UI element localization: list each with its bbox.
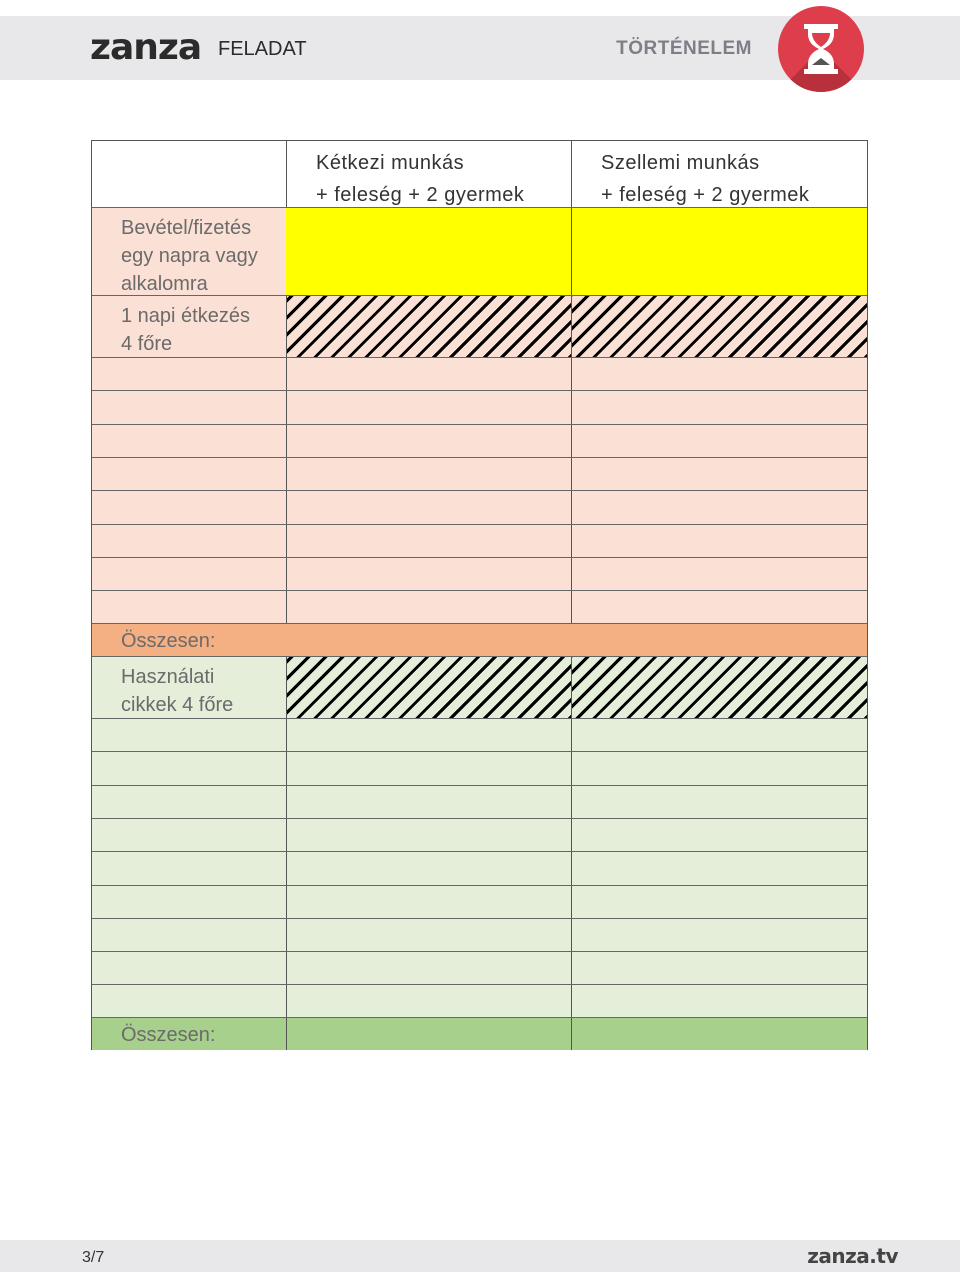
table-header-row (92, 141, 867, 207)
goods-item-intellectual[interactable] (571, 852, 867, 886)
food-item-name[interactable] (92, 525, 286, 558)
table-row (92, 785, 867, 819)
food-item-intellectual[interactable] (571, 591, 867, 624)
table-row (92, 357, 867, 391)
table-header-corner (92, 141, 286, 207)
goods-item-manual[interactable] (286, 819, 571, 852)
hatched-cell (286, 657, 571, 719)
row-label-goods: Használati cikkek 4 főre (121, 666, 234, 716)
income-input-intellectual[interactable] (571, 208, 867, 296)
food-item-name[interactable] (92, 358, 286, 391)
goods-item-intellectual[interactable] (571, 719, 867, 752)
zanza-logo[interactable]: zanza (90, 27, 202, 68)
food-item-manual[interactable] (286, 525, 571, 558)
table-row-goods-total (92, 1017, 867, 1050)
food-item-manual[interactable] (286, 458, 571, 491)
row-label-cell (92, 208, 286, 296)
row-label-food-total: Összesen: (121, 630, 216, 652)
food-item-name[interactable] (92, 558, 286, 591)
food-total-intellectual[interactable] (571, 624, 867, 657)
hatched-cell (571, 657, 867, 719)
subject-badge (778, 6, 864, 92)
feladat-label: FELADAT (218, 38, 307, 60)
goods-item-manual[interactable] (286, 952, 571, 985)
goods-item-manual[interactable] (286, 786, 571, 819)
comparison-table (91, 140, 868, 1050)
food-item-manual[interactable] (286, 491, 571, 525)
food-item-name[interactable] (92, 591, 286, 624)
goods-total-intellectual[interactable] (571, 1018, 867, 1050)
row-label-food: 1 napi étkezés 4 főre (121, 305, 250, 355)
food-total-manual[interactable] (286, 624, 571, 657)
table-row (92, 590, 867, 624)
food-item-name[interactable] (92, 458, 286, 491)
goods-item-intellectual[interactable] (571, 819, 867, 852)
goods-item-intellectual[interactable] (571, 952, 867, 985)
food-item-manual[interactable] (286, 591, 571, 624)
table-row (92, 918, 867, 952)
goods-item-manual[interactable] (286, 752, 571, 786)
goods-item-name[interactable] (92, 752, 286, 786)
table-row (92, 718, 867, 752)
goods-item-intellectual[interactable] (571, 886, 867, 919)
goods-item-manual[interactable] (286, 719, 571, 752)
table-row (92, 885, 867, 919)
table-row (92, 818, 867, 852)
table-header-cell (571, 141, 867, 207)
goods-item-name[interactable] (92, 819, 286, 852)
hourglass-icon (804, 24, 838, 74)
food-item-manual[interactable] (286, 425, 571, 458)
goods-item-intellectual[interactable] (571, 919, 867, 952)
goods-item-intellectual[interactable] (571, 985, 867, 1018)
subject-title: TÖRTÉNELEM (616, 38, 752, 59)
goods-item-name[interactable] (92, 886, 286, 919)
goods-item-manual[interactable] (286, 886, 571, 919)
goods-item-manual[interactable] (286, 919, 571, 952)
table-row-food-header (92, 295, 867, 358)
food-item-manual[interactable] (286, 391, 571, 425)
table-row (92, 751, 867, 786)
goods-item-intellectual[interactable] (571, 752, 867, 786)
row-label-cell (92, 296, 286, 358)
row-label-cell (92, 657, 286, 719)
row-label-income: Bevétel/fizetés egy napra vagy alkalomra (121, 217, 258, 295)
goods-item-name[interactable] (92, 852, 286, 886)
zanza-tv-logo[interactable]: zanza.tv (807, 1244, 898, 1268)
income-input-manual[interactable] (286, 208, 571, 296)
table-row (92, 424, 867, 458)
row-label-cell (92, 1018, 286, 1050)
column-header-manual-worker: Kétkezi munkás + feleség + 2 gyermek (316, 152, 525, 206)
food-item-name[interactable] (92, 391, 286, 425)
food-item-intellectual[interactable] (571, 425, 867, 458)
food-item-manual[interactable] (286, 358, 571, 391)
page-number: 3/7 (82, 1249, 105, 1266)
food-item-intellectual[interactable] (571, 491, 867, 525)
goods-item-intellectual[interactable] (571, 786, 867, 819)
goods-item-name[interactable] (92, 952, 286, 985)
food-item-intellectual[interactable] (571, 458, 867, 491)
goods-item-name[interactable] (92, 985, 286, 1018)
food-item-manual[interactable] (286, 558, 571, 591)
goods-item-manual[interactable] (286, 985, 571, 1018)
table-row (92, 457, 867, 491)
food-item-intellectual[interactable] (571, 558, 867, 591)
goods-total-manual[interactable] (286, 1018, 571, 1050)
table-header-cell (286, 141, 571, 207)
column-header-intellectual-worker: Szellemi munkás + feleség + 2 gyermek (601, 152, 810, 206)
table-row (92, 557, 867, 591)
hatched-cell (286, 296, 571, 358)
hatched-cell (571, 296, 867, 358)
food-item-name[interactable] (92, 491, 286, 525)
table-row (92, 984, 867, 1018)
table-row-food-total (92, 623, 867, 657)
row-label-cell (92, 624, 286, 657)
food-item-intellectual[interactable] (571, 358, 867, 391)
table-row (92, 490, 867, 525)
goods-item-name[interactable] (92, 919, 286, 952)
table-row (92, 524, 867, 558)
food-item-name[interactable] (92, 425, 286, 458)
table-row (92, 390, 867, 425)
goods-item-name[interactable] (92, 719, 286, 752)
table-row-goods-header (92, 656, 867, 719)
goods-item-name[interactable] (92, 786, 286, 819)
table-row (92, 951, 867, 985)
food-item-intellectual[interactable] (571, 525, 867, 558)
goods-item-manual[interactable] (286, 852, 571, 886)
row-label-goods-total: Összesen: (121, 1024, 216, 1046)
food-item-intellectual[interactable] (571, 391, 867, 425)
table-row-income (92, 207, 867, 296)
table-row (92, 851, 867, 886)
